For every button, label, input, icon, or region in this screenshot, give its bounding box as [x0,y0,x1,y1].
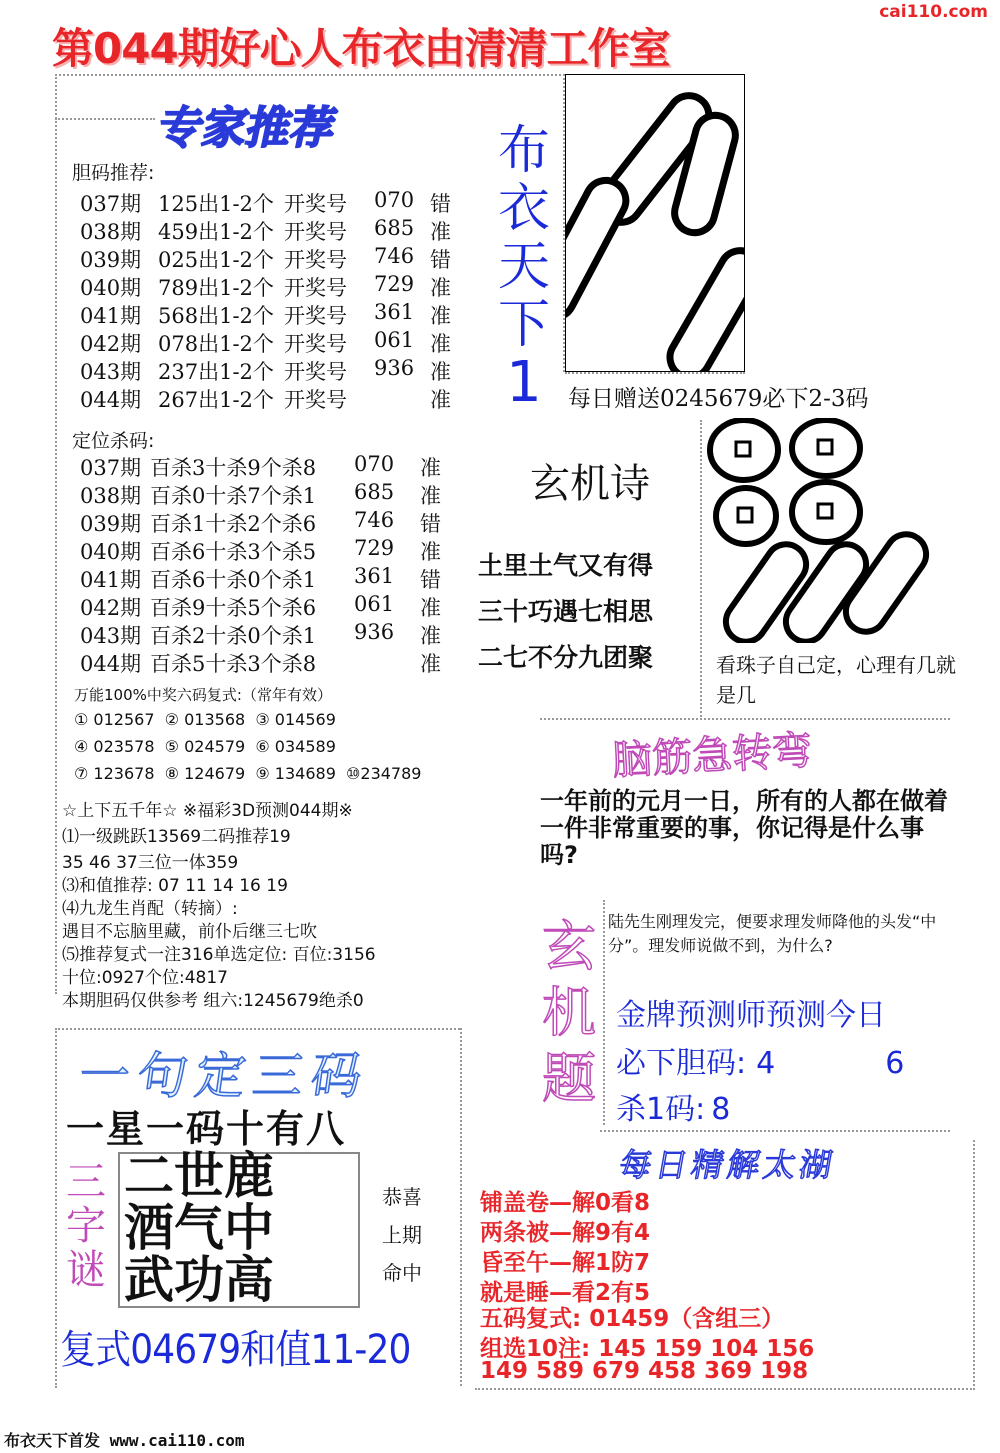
history-line: 十位:0927个位:4817 [62,968,228,988]
history-line: ⑸推荐复式一注316单选定位: 百位:3156 [62,945,376,965]
congrats: 恭喜 上期 命中 [382,1185,422,1285]
table-row: 041期 568出1-2个 开奖号 361 准 [80,300,451,328]
three-side: 三 字 谜 [66,1159,106,1293]
poem-line: 三十巧遇七相思 [478,597,654,626]
history-line: 本期胆码仅供参考 组六:1245679绝杀0 [62,991,364,1011]
taihu-line: 就是睡—看2有5 [480,1280,651,1306]
three-slogan: 一星一码十有八 [66,1107,347,1151]
history-line: ⑴一级跳跃13569二码推荐19 [62,827,291,847]
footer-link[interactable]: 布衣天下首发 www.cai110.com [4,1431,245,1450]
poem-line: 二七不分九团聚 [478,643,654,672]
expert-title: 专家推荐 [153,103,341,154]
riddle-kill: 杀1码: 8 [616,1092,731,1127]
taihu-line: 两条被—解9有4 [480,1220,651,1246]
table-row: 038期 459出1-2个 开奖号 685 准 [80,216,451,244]
table-row: 044期 百杀5十杀3个杀8 准 [80,652,441,676]
taihu-line: 昏至午—解1防7 [480,1250,651,1276]
table-row: 037期 百杀3十杀9个杀8 070 准 [80,452,441,480]
page-title: 第044期好心人布衣由清清工作室 [52,24,670,73]
table-row: 043期 百杀2十杀0个杀1 936 准 [80,620,441,648]
site-logo[interactable]: cai110.com [879,2,988,22]
three-lines: 二世鹿 酒气中 武功高 [124,1146,274,1309]
three-footer: 复式04679和值11-20 [60,1327,411,1373]
history-line: ⑷九龙生肖配（转摘）: [62,899,238,919]
table-row: 040期 百杀6十杀3个杀5 729 准 [80,536,441,564]
taihu-line: 组选10注: 145 159 104 156 [480,1336,815,1362]
universal-line: ① 012567 ② 013568 ③ 014569 [74,710,336,729]
table-row: 039期 百杀1十杀2个杀6 746 错 [80,508,441,536]
bead-note: 看珠子自己定，心理有几就是几 [716,653,956,707]
table-row: 042期 百杀9十杀5个杀6 061 准 [80,592,441,620]
universal-label: 万能100%中奖六码复式:（常年有效） [74,686,332,704]
table-row: 040期 789出1-2个 开奖号 729 准 [80,272,451,300]
table-row: 043期 237出1-2个 开奖号 936 准 [80,356,451,384]
beads-mask [745,0,753,380]
daily-gift: 每日赠送0245679必下2-3码 [568,386,869,412]
dan-label: 胆码推荐: [72,162,155,184]
poem-title: 玄机诗 [530,461,650,507]
table-row: 042期 078出1-2个 开奖号 061 准 [80,328,451,356]
universal-line: ⑦ 123678 ⑧ 124679 ⑨ 134689 ⑩234789 [74,764,422,783]
history-line: ⑶和值推荐: 07 11 14 16 19 [62,876,288,896]
poem-line: 土里土气又有得 [478,551,654,580]
riddle-question: 陆先生刚理发完，便要求理发师降他的头发“中分”。理发师说做不到，为什么? [608,912,937,955]
taihu-title: 每日精解太湖 [616,1146,840,1184]
brain-title: 脑筋急转弯 [611,727,814,785]
universal-line: ④ 023578 ⑤ 024579 ⑥ 034589 [74,737,336,756]
table-row: 041期 百杀6十杀0个杀1 361 错 [80,564,441,592]
kill-label: 定位杀码: [72,430,155,452]
three-title: 一句定三码 [75,1047,374,1105]
coins-illustration [706,418,951,643]
beads-illustration [565,74,745,372]
history-line: ☆上下五千年☆ ※福彩3D预测044期※ [62,801,353,821]
history-line: 35 46 37三位一体359 [62,853,239,873]
riddle-dan: 必下胆码: 4 6 [616,1046,905,1081]
buyi-vertical-title: 布 衣 天 下 1 [497,121,550,415]
taihu-line: 五码复式: 01459（含组三） [480,1306,785,1332]
taihu-line: 铺盖卷—解0看8 [480,1190,651,1216]
table-row: 038期 百杀0十杀7个杀1 685 准 [80,480,441,508]
riddle-vertical-title: 玄 机 题 [542,915,596,1110]
taihu-line: 149 589 679 458 369 198 [480,1358,809,1384]
history-line: 遇目不忘脑里藏，前仆后继三七吹 [62,922,317,942]
brain-question: 一年前的元月一日，所有的人都在做着一件非常重要的事，你记得是什么事吗? [540,787,948,869]
table-row: 037期 125出1-2个 开奖号 070 错 [80,188,451,216]
gold-title: 金牌预测师预测今日 [616,998,886,1033]
table-row: 044期 267出1-2个 开奖号 准 [80,388,451,412]
table-row: 039期 025出1-2个 开奖号 746 错 [80,244,451,272]
